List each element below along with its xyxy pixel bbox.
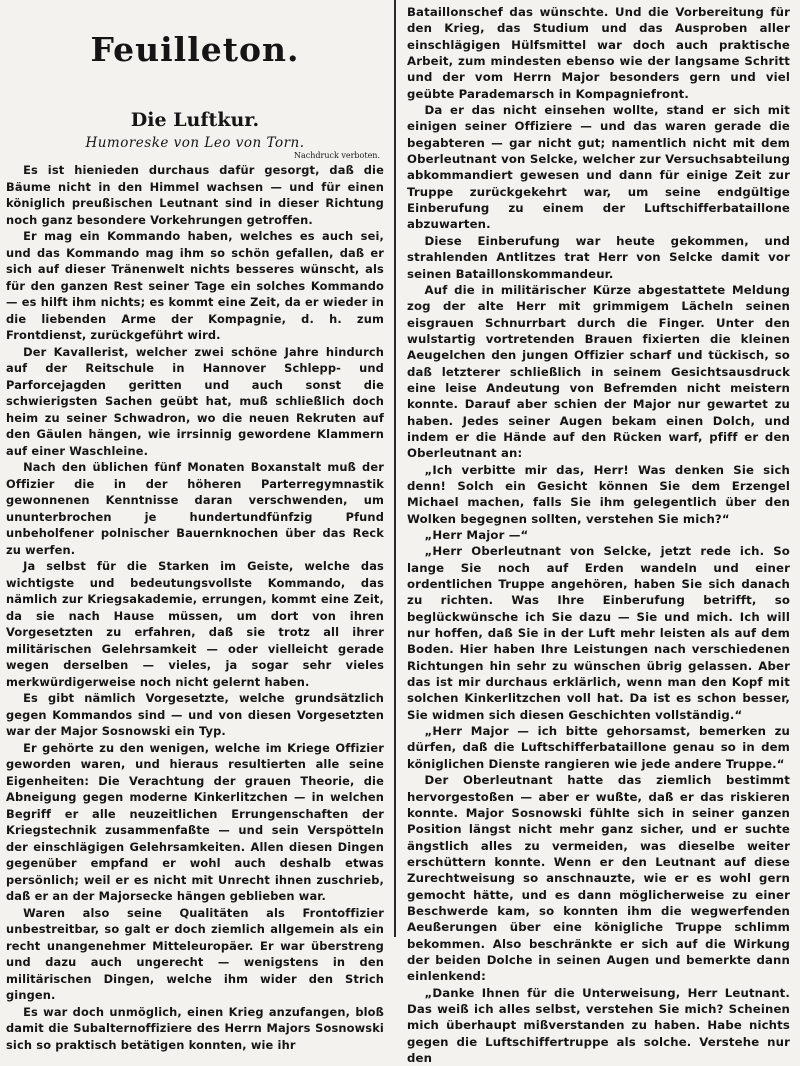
paragraph: Da er das nicht einsehen wollte, stand er sich mit einigen seiner Offiziere — und das waren gerade die begabteren — gar nicht gut; namentlich nicht mit dem Oberleutnant von Selcke, welcher zur Versuchsabteilung abkommandiert gewesen und dann für einige Zeit zur Truppe zurückgekehrt war, um seine endgültige Einberufung zu einem der Luftschifferbataillone abzuwarten. bbox=[407, 103, 790, 232]
reprint-note: Nachdruck verboten. bbox=[293, 151, 380, 160]
paragraph: „Herr Oberleutnant von Selcke, jetzt rede ich. So lange Sie noch auf Erden wandeln und einer ordentlichen Truppe angehören, haben Sie sich danach zu richten. Was Ihre Einberufung betrifft, so beglückwünsche ich Sie dazu — Sie und mich. Ich will nur hoffen, daß Sie in der Luft mehr leisten als auf dem Boden. Hier haben Ihre Leistungen nach verschiedenen Richtungen hin sehr zu wünschen übrig gelassen. Aber das ist mir durchaus erklärlich, wenn man den Kopf mit solchen Kinkerlitzchen voll hat. Da ist es schon besser, Sie widmen sich diesen Geschichten vollständig.“ bbox=[407, 544, 790, 722]
paragraph: „Herr Major —“ bbox=[424, 528, 529, 542]
paragraph: „Ich verbitte mir das, Herr! Was denken Sie sich denn! Solch ein Gesicht können Sie dem Erzengel Michael machen, falls Sie ihm gelegentlich über den Wolken begegnen sollten, verstehen Sie mich?“ bbox=[407, 462, 790, 526]
paragraph: „Herr Major — ich bitte gehorsamst, bemerken zu dürfen, daß die Luftschifferbataillone genau so in dem königlichen Dienste rangieren wie jede andere Truppe.“ bbox=[407, 724, 790, 771]
paragraph: Nach den üblichen fünf Monaten Boxanstalt muß der Offizier die in der höheren Parterregymnastik gewonnenen Kenntnisse daran verschwenden, um ununterbrochen je hundertundfünfzig Pfund unbeholfener polnischer Bauernknochen über das Reck zu werfen. bbox=[6, 460, 384, 557]
paragraph: Bataillonschef das wünschte. Und die Vorbereitung für den Krieg, das Studium und das Ausproben aller einschlägigen Hülfsmittel war doch auch praktische Arbeit, zum mindesten ebenso wie der langsame Schritt und der vom Herrn Major besonders gern und viel geübte Parademarsch in Kompagniefront. bbox=[407, 5, 790, 101]
paragraph: Er gehörte zu den wenigen, welche im Kriege Offizier geworden waren, und hieraus resultierten alle seine Eigenheiten: Die Verachtung der grauen Theorie, die Abneigung gegen moderne Kinkerlitzchen — in welchen Begriff er alle neuzeitlichen Errungenschaften der Kriegstechnik zusammenfaßte — und sein Verspötteln der einschlägigen Gelehrsamkeiten. Allen diesen Dingen gegenüber empfand er wohl auch deshalb etwas persönlich; weil er es nicht mit Unrecht ihnen zuschrieb, daß er an der Majorsecke hängen geblieben war. bbox=[6, 740, 384, 903]
paragraph: Diese Einberufung war heute gekommen, und strahlenden Antlitzes trat Herr von Selcke damit vor seinen Bataillonskommandeur. bbox=[407, 233, 790, 281]
column-divider bbox=[394, 0, 396, 937]
paragraph: Der Oberleutnant hatte das ziemlich bestimmt hervorgestoßen — aber er wußte, daß er das riskieren konnte. Major Sosnowski fühlte sich in seiner ganzen Position längst nicht mehr ganz sicher, und er suchte ängstlich alles zu vermeiden, was dieselbe weiter erschüttern konnte. Wenn er den Leutnant auf diese Zurechtweisung so anschnauzte, wie er es wohl gern gemocht hätte, und es dann möglicherweise zu einer Beschwerde kam, so konnten ihm die wegwerfenden Aeußerungen über eine königliche Truppe schlimm bekommen. Also beschränkte er sich auf die Wirkung der beiden Dolche in seinen Augen und bemerkte dann einlenkend: bbox=[407, 773, 790, 984]
paragraph: Der Kavallerist, welcher zwei schöne Jahre hindurch auf der Reitschule in Hannover Schlepp- und Parforcejagden geritten und auch sonst die schwierigsten Sachen geübt hat, muß schließlich doch heim zu seiner Schwadron, wo die neuen Rekruten auf den Gäulen hängen, wie irrsinnig gewordene Klammern auf einer Waschleine. bbox=[6, 344, 384, 458]
paragraph: Waren also seine Qualitäten als Frontoffizier unbestreitbar, so galt er doch ziemlich allgemein als ein recht unangenehmer Mitteleuropäer. Er war überstreng und dazu auch ungerecht — wenigstens in den militärischen Dingen, welche ihm wider den Strich gingen. bbox=[6, 905, 384, 1002]
article-title: Die Luftkur. bbox=[130, 109, 260, 131]
right-column bbox=[399, 0, 800, 1065]
left-column bbox=[0, 0, 392, 1052]
paragraph: Es ist hienieden durchaus dafür gesorgt, daß die Bäume nicht in den Himmel wachsen — und für einen königlich preußischen Leutnant sind in dieser Richtung noch ganz besondere Vorkehrungen getroffen. bbox=[6, 163, 384, 227]
paragraph: Ja selbst für die Starken im Geiste, welche das wichtigste und bedeutungsvollste Kommando, das nämlich zur Kriegsakademie, errungen, kommt eine Zeit, da sie nach Hause müssen, um dort von ihren Vorgesetzten zu erfahren, daß sie trotz all ihrer militärischen Gelehrsamkeit — oder vielleicht gerade wegen derselben — vieles, ja sogar sehr vieles merkwürdigerweise noch nicht gelernt haben. bbox=[6, 559, 384, 689]
paragraph: Es war doch unmöglich, einen Krieg anzufangen, bloß damit die Subalternoffiziere des Herrn Majors Sosnowski sich so praktisch betätigen konnten, wie ihr bbox=[6, 1004, 384, 1052]
paragraph: Es gibt nämlich Vorgesetzte, welche grundsätzlich gegen Kommandos sind — und von diesen Vorgesetzten war der Major Sosnowski ein Typ. bbox=[6, 691, 384, 738]
paragraph: Er mag ein Kommando haben, welches es auch sei, und das Kommando mag ihm so schön gefallen, daß er sich auf dieser Tränenwelt nichts besseres wünscht, als für den ganzen Rest seiner Tage ein solches Kommando — es hilft ihm nichts; es kommt eine Zeit, da er wieder in die liebenden Arme der Kompagnie, d. h. zum Frontdienst, zurückgeführt wird. bbox=[6, 229, 384, 342]
paragraph: Auf die in militärischer Kürze abgestattete Meldung zog der alte Herr mit grimmigem Lächeln seinen eisgrauen Schnurrbart durch die Finger. Unter den wulstartig vortretenden Brauen fixierten die kleinen Aeugelchen den jungen Offizier scharf und tückisch, so daß letzterer schließlich in seinem Gesichtsausdruck eine leise Andeutung von Befremden nicht meistern konnte. Darauf aber schien der Major nur gewartet zu haben. Jedes seiner Augen bekam einen Dolch, und indem er die Hände auf den Rücken warf, pfiff er den Oberleutnant an: bbox=[407, 282, 790, 461]
paragraph: „Danke Ihnen für die Unterweisung, Herr Leutnant. Das weiß ich alles selbst, verstehen Sie mich? Scheinen mich überhaupt mißverstanden zu haben. Habe nichts gegen die Luftschiffertruppe als solche. Verstehe nur den bbox=[407, 985, 790, 1065]
section-heading: Feuilleton. bbox=[90, 30, 300, 69]
article-byline: Humoreske von Leo von Torn. bbox=[85, 135, 305, 151]
